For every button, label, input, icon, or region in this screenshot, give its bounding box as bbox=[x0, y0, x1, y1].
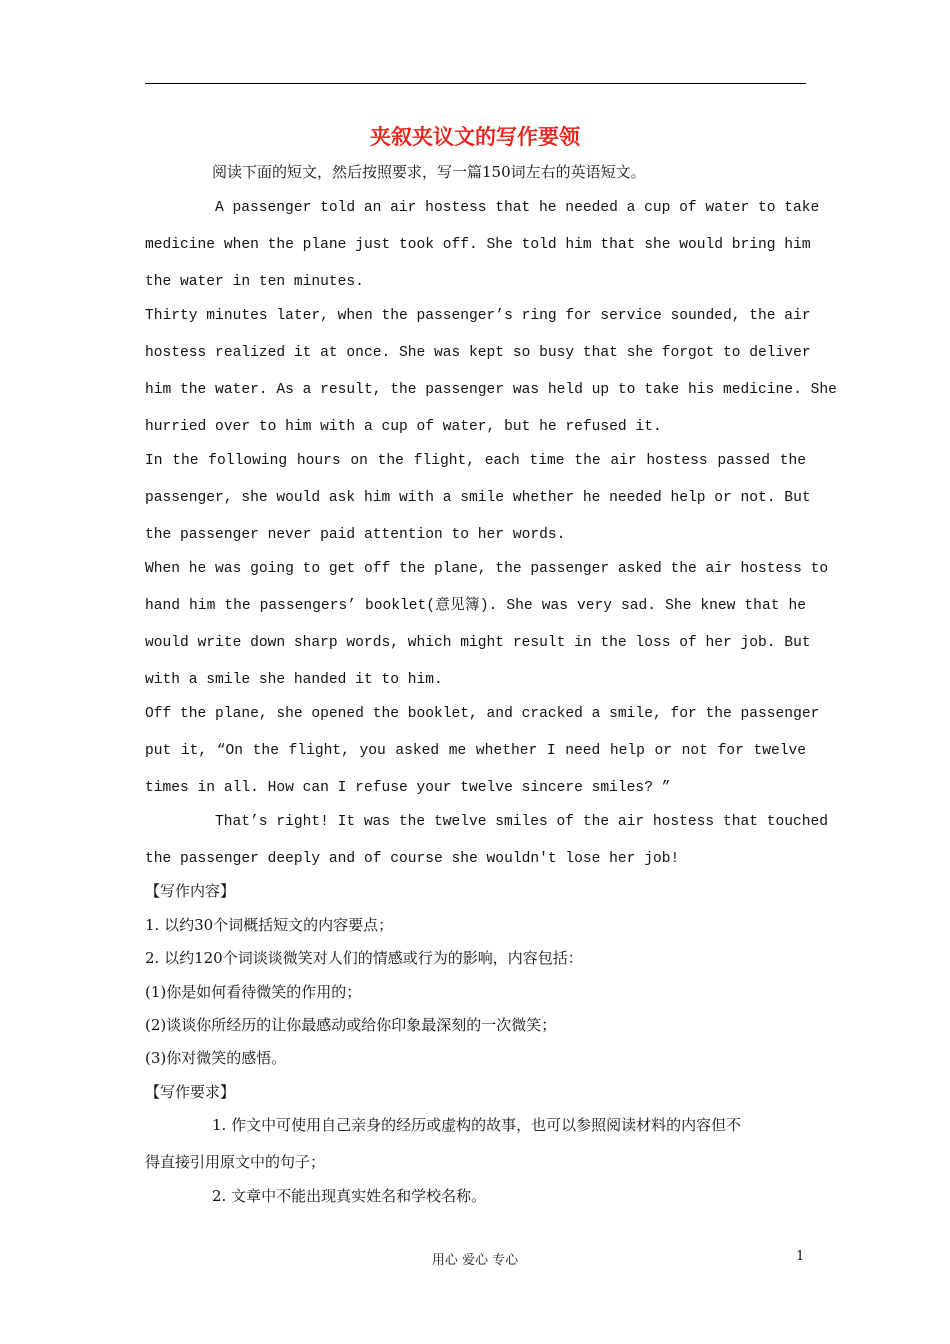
header-rule bbox=[145, 83, 806, 84]
passage-line: hand him the passengers’ booklet(意见簿). She was very sad. She knew that he bbox=[145, 598, 806, 614]
passage-line: the passenger deeply and of course she wouldn't lose her job! bbox=[145, 851, 680, 867]
passage-line: passenger, she would ask him with a smile whether he needed help or not. But bbox=[145, 490, 811, 506]
requirement-item: 1. 作文中可使用自己亲身的经历或虚构的故事，也可以参照阅读材料的内容但不 bbox=[212, 1116, 742, 1134]
passage-line: the passenger never paid attention to her words. bbox=[145, 527, 566, 543]
page-number: 1 bbox=[796, 1249, 805, 1264]
passage-line: him the water. As a result, the passenger was held up to take his medicine. She bbox=[145, 382, 837, 398]
passage-line: the water in ten minutes. bbox=[145, 274, 364, 290]
content-item: (1)你是如何看待微笑的作用的； bbox=[145, 983, 362, 1001]
passage-line: Thirty minutes later, when the passenger’s ring for service sounded, the air bbox=[145, 308, 811, 324]
requirement-item: 得直接引用原文中的句子； bbox=[145, 1153, 326, 1171]
passage-line: That’s right! It was the twelve smiles of the air hostess that touched bbox=[215, 814, 829, 830]
passage-line: hurried over to him with a cup of water, but he refused it. bbox=[145, 419, 662, 435]
passage-line: with a smile she handed it to him. bbox=[145, 672, 443, 688]
requirement-item: 2. 文章中不能出现真实姓名和学校名称。 bbox=[212, 1187, 487, 1205]
passage-line: When he was going to get off the plane, the passenger asked the air hostess to bbox=[145, 561, 829, 577]
passage-line: hostess realized it at once. She was kept so busy that she forgot to deliver bbox=[145, 345, 811, 361]
content-item: 2. 以约120个词谈谈微笑对人们的情感或行为的影响，内容包括： bbox=[145, 949, 583, 967]
passage-line: In the following hours on the flight, each time the air hostess passed the bbox=[145, 453, 806, 469]
passage-line: A passenger told an air hostess that he needed a cup of water to take bbox=[215, 200, 820, 216]
content-item: 1. 以约30个词概括短文的内容要点； bbox=[145, 916, 394, 934]
passage-line: times in all. How can I refuse your twelve sincere smiles? ” bbox=[145, 780, 671, 796]
passage-line: Off the plane, she opened the booklet, and cracked a smile, for the passenger bbox=[145, 706, 820, 722]
passage-line: put it, “On the flight, you asked me whether I need help or not for twelve bbox=[145, 743, 806, 759]
content-item: (2)谈谈你所经历的让你最感动或给你印象最深刻的一次微笑； bbox=[145, 1016, 557, 1034]
content-heading: 【写作内容】 bbox=[145, 882, 236, 900]
page-title: 夹叙夹议文的写作要领 bbox=[370, 125, 580, 149]
instruction-text: 阅读下面的短文，然后按照要求，写一篇150词左右的英语短文。 bbox=[212, 163, 646, 181]
content-item: (3)你对微笑的感悟。 bbox=[145, 1049, 287, 1067]
passage-line: would write down sharp words, which might result in the loss of her job. But bbox=[145, 635, 811, 651]
passage-line: medicine when the plane just took off. She told him that she would bring him bbox=[145, 237, 811, 253]
requirements-heading: 【写作要求】 bbox=[145, 1083, 236, 1101]
page-footer: 用心 爱心 专心 bbox=[431, 1253, 519, 1268]
